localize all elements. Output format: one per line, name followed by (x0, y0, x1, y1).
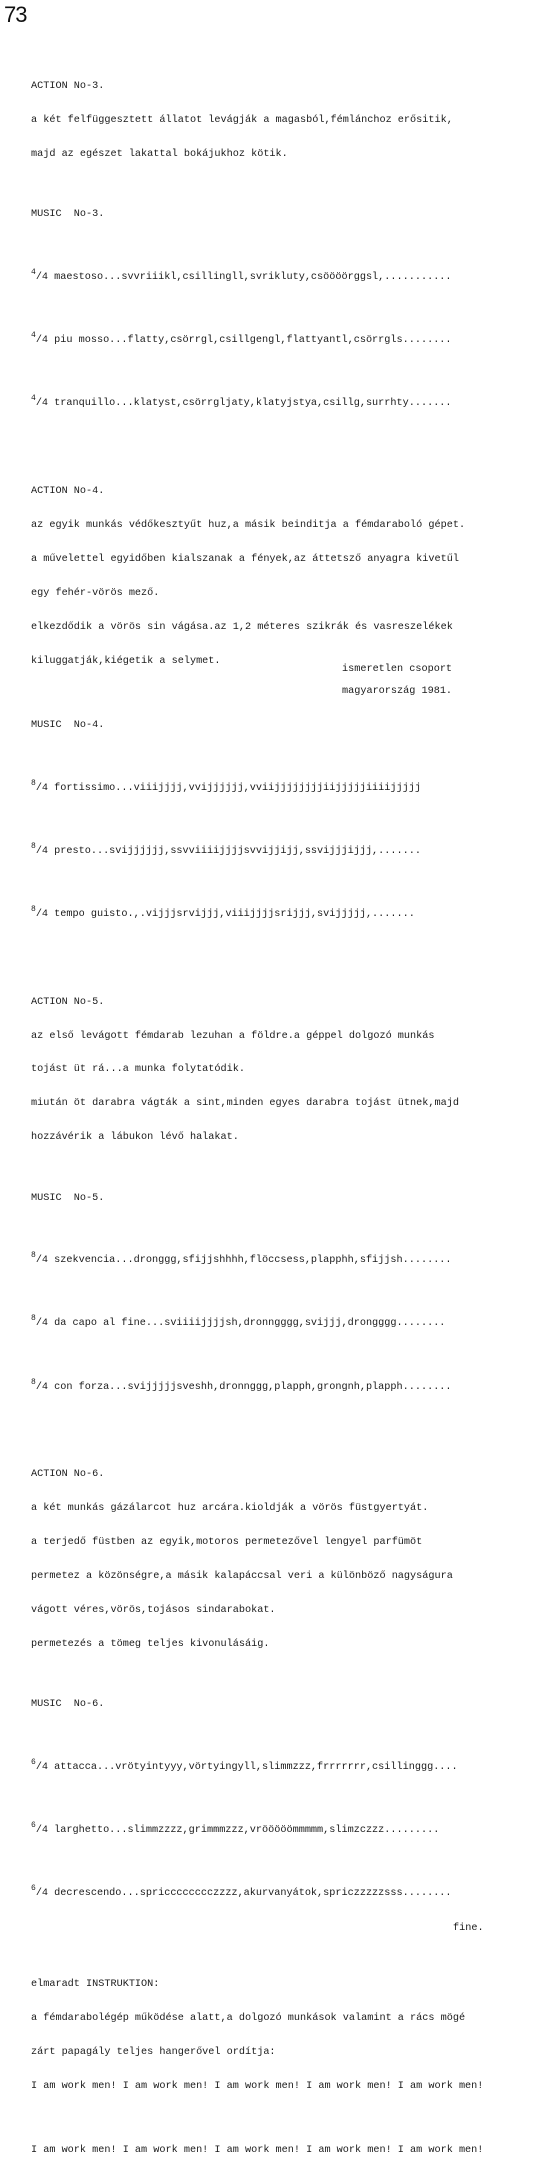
signature-line-2: magyarország 1981. (342, 686, 453, 697)
music-5-title: MUSIC No-5. (31, 1192, 105, 1204)
action-6-line: a két munkás gázálarcot huz arcára.kioldják a vörös füstgyertyát. (31, 1503, 429, 1515)
action-5-title: ACTION No-5. (31, 996, 105, 1008)
music-3-line: $^4$/4 tranquillo...klatyst,csörrgljaty,klatyjstya,csillg,surrhty....... (31, 394, 452, 410)
action-6-line: permetez a közönségre,a másik kalapáccsal veri a különböző nagyságura (31, 1571, 453, 1583)
music-3-line: $^4$/4 maestoso...svvriiikl,csillingll,svrikluty,csöööörggsl,........... (31, 267, 452, 283)
action-4-line: elkezdődik a vörös sin vágása.az 1,2 méteres szikrák és vasreszelékek (31, 621, 453, 633)
signature-line-1: ismeretlen csoport (342, 664, 453, 675)
action-4-line: kiluggatják,kiégetik a selymet. (31, 655, 221, 667)
action-3-title: ACTION No-3. (31, 81, 105, 93)
instruktion-line: a fémdarabolégép működése alatt,a dolgozó munkások valamint a rács mögé (31, 2013, 466, 2025)
action-6-line: vágott véres,vörös,tojásos sindarabokat. (31, 1604, 276, 1616)
music-4-line: $^8$/4 fortissimo...viiijjjj,vvijjjjjj,vviijjjjjjjjiijjjjjiiiijjjjj (31, 778, 421, 794)
action-4-title: ACTION No-4. (31, 486, 105, 498)
music-6-title: MUSIC No-6. (31, 1699, 105, 1711)
fine-mark: fine. (453, 1922, 484, 1934)
music-5-line: $^8$/4 con forza...svijjjjjsveshh,dronnggg,plapph,grongnh,plapph........ (31, 1377, 452, 1393)
music-4-title: MUSIC No-4. (31, 720, 105, 732)
page-number: 73 (4, 2, 27, 27)
music-3-title: MUSIC No-3. (31, 209, 105, 221)
music-6-line: $^6$/4 decrescendo...spricccccccczzzz,akurvanyátok,spriczzzzzsss........ (31, 1884, 452, 1900)
action-5-line: miután öt darabra vágták a sint,minden egyes darabra tojást ütnek,majd (31, 1098, 459, 1110)
music-6-line: $^6$/4 attacca...vrötyintyyy,vörtyingyll,slimmzzz,frrrrrrr,csillinggg.... (31, 1757, 458, 1773)
music-5-line: $^8$/4 szekvencia...dronggg,sfijjshhhh,flöccsess,plapphh,sfijjsh........ (31, 1251, 452, 1267)
action-5-line: tojást üt rá...a munka folytatódik. (31, 1064, 245, 1076)
music-5-line: $^8$/4 da capo al fine...sviiiijjjjsh,dronngggg,svijjj,drongggg........ (31, 1314, 446, 1330)
action-5-line: az első levágott fémdarab lezuhan a földre.a géppel dolgozó munkás (31, 1030, 435, 1042)
action-5-line: hozzávérik a lábukon lévő halakat. (31, 1132, 239, 1144)
action-3-line: majd az egészet lakattal bokájukhoz kötik. (31, 148, 288, 160)
chant-line: I am work men! I am work men! I am work men! I am work men! I am work men! (31, 2080, 484, 2092)
chant-line: I am work men! I am work men! I am work men! I am work men! I am work men! (31, 2145, 484, 2157)
action-6-line: a terjedő füstben az egyik,motoros permetezővel lengyel parfümöt (31, 1537, 423, 1549)
music-4-line: $^8$/4 presto...svijjjjjj,ssvviiiijjjjsvvijjijj,ssvijjjijjj,....... (31, 841, 421, 857)
music-3-line: $^4$/4 piu mosso...flatty,csörrgl,csillgengl,flattyantl,csörrgls........ (31, 331, 452, 347)
action-4-line: az egyik munkás védőkesztyűt huz,a másik beinditja a fémdaraboló gépet. (31, 519, 466, 531)
instruktion-title: elmaradt INSTRUKTION: (31, 1979, 160, 1991)
action-4-line: a művelettel egyidőben kialszanak a fények,az áttetsző anyagra kivetűl (31, 553, 459, 565)
action-6-title: ACTION No-6. (31, 1469, 105, 1481)
music-4-line: $^8$/4 tempo guisto.,.vijjjsrvijjj,viiijjjjsrijjj,svijjjjj,....... (31, 904, 415, 920)
action-4-line: egy fehér-vörös mező. (31, 587, 160, 599)
typescript-sheet (31, 36, 536, 2168)
action-3-line: a két felfüggesztett állatot levágják a magasból,fémlánchoz erősitik, (31, 115, 453, 127)
instruktion-line: zárt papagály teljes hangerővel ordítja: (31, 2047, 276, 2059)
music-6-line: $^6$/4 larghetto...slimmzzzz,grimmmzzz,vrööööömmmmm,slimzczzz......... (31, 1820, 440, 1836)
action-6-line: permetezés a tömeg teljes kivonulásáig. (31, 1638, 270, 1650)
